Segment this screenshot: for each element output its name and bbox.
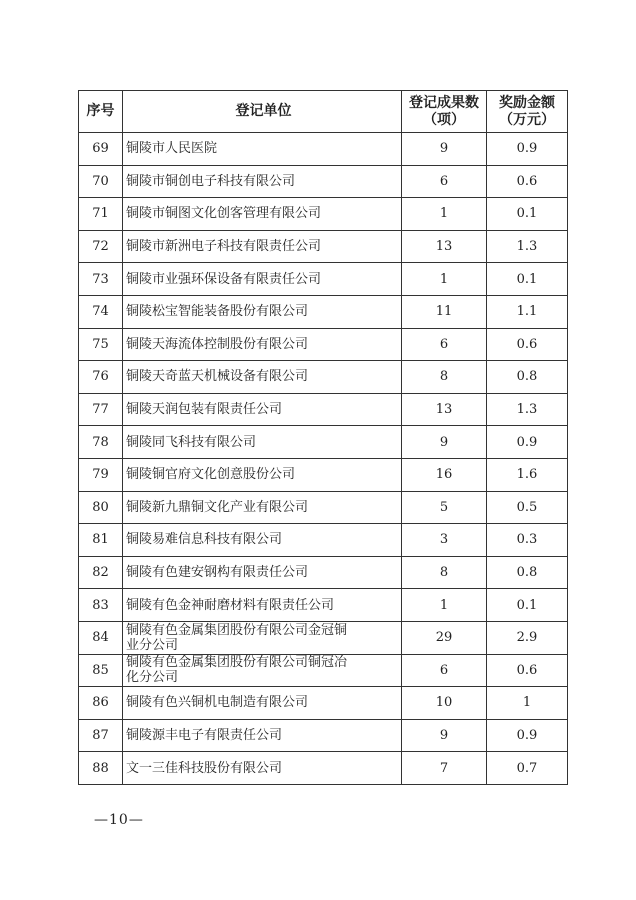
table-row <box>79 491 568 524</box>
cell-count: 13 <box>402 393 487 426</box>
cell-count: 11 <box>402 295 487 328</box>
table-row <box>79 263 568 296</box>
cell-count: 13 <box>402 230 487 263</box>
cell-unit: 文一三佳科技股份有限公司 <box>123 752 402 785</box>
cell-unit <box>123 621 402 654</box>
table-row <box>79 165 568 198</box>
cell-count: 29 <box>402 621 487 654</box>
cell-unit: 铜陵同飞科技有限公司 <box>123 426 402 459</box>
cell-no: 72 <box>79 230 123 263</box>
header-count-line1: 登记成果数 <box>409 94 479 111</box>
cell-amount: 0.1 <box>487 589 568 622</box>
cell-no: 74 <box>79 295 123 328</box>
table-row <box>79 589 568 622</box>
header-amount-line2: （万元） <box>499 111 555 128</box>
cell-amount: 0.9 <box>487 133 568 166</box>
cell-no: 82 <box>79 556 123 589</box>
cell-amount: 1 <box>487 687 568 720</box>
cell-count: 3 <box>402 524 487 557</box>
cell-unit: 铜陵有色金神耐磨材料有限责任公司 <box>123 589 402 622</box>
cell-unit: 铜陵天润包装有限责任公司 <box>123 393 402 426</box>
cell-count: 1 <box>402 198 487 231</box>
cell-count: 16 <box>402 458 487 491</box>
cell-no: 86 <box>79 687 123 720</box>
cell-no: 73 <box>79 263 123 296</box>
table-row <box>79 556 568 589</box>
cell-unit-line2: 化分公司 <box>126 670 179 686</box>
cell-unit: 铜陵市业强环保设备有限责任公司 <box>123 263 402 296</box>
cell-amount: 0.6 <box>487 165 568 198</box>
cell-count: 7 <box>402 752 487 785</box>
cell-no: 88 <box>79 752 123 785</box>
cell-amount: 1.1 <box>487 295 568 328</box>
cell-amount: 0.8 <box>487 361 568 394</box>
cell-no: 75 <box>79 328 123 361</box>
cell-no: 81 <box>79 524 123 557</box>
header-unit: 登记单位 <box>123 91 402 133</box>
cell-unit: 铜陵有色兴铜机电制造有限公司 <box>123 687 402 720</box>
cell-count: 8 <box>402 556 487 589</box>
cell-unit-line1: 铜陵有色金属集团股份有限公司铜冠冶 <box>126 655 348 671</box>
header-count <box>402 91 487 133</box>
cell-count: 9 <box>402 133 487 166</box>
cell-count: 5 <box>402 491 487 524</box>
cell-unit: 铜陵天奇蓝天机械设备有限公司 <box>123 361 402 394</box>
table-row <box>79 426 568 459</box>
cell-unit: 铜陵铜官府文化创意股份公司 <box>123 458 402 491</box>
cell-unit: 铜陵市新洲电子科技有限责任公司 <box>123 230 402 263</box>
cell-count: 6 <box>402 328 487 361</box>
page-number: —10— <box>94 812 144 828</box>
cell-amount: 0.1 <box>487 263 568 296</box>
header-count-line2: （项） <box>423 111 465 128</box>
table-row <box>79 133 568 166</box>
cell-unit: 铜陵市铜创电子科技有限公司 <box>123 165 402 198</box>
cell-no: 69 <box>79 133 123 166</box>
cell-unit: 铜陵易难信息科技有限公司 <box>123 524 402 557</box>
table-row <box>79 393 568 426</box>
table-row <box>79 752 568 785</box>
cell-amount: 2.9 <box>487 621 568 654</box>
header-amount <box>487 91 568 133</box>
cell-amount: 0.1 <box>487 198 568 231</box>
cell-unit: 铜陵市人民医院 <box>123 133 402 166</box>
cell-no: 84 <box>79 621 123 654</box>
table-row <box>79 621 568 654</box>
cell-amount: 0.7 <box>487 752 568 785</box>
cell-amount: 0.5 <box>487 491 568 524</box>
table-row <box>79 687 568 720</box>
cell-no: 77 <box>79 393 123 426</box>
table-row <box>79 361 568 394</box>
cell-unit: 铜陵市铜图文化创客管理有限公司 <box>123 198 402 231</box>
cell-count: 1 <box>402 589 487 622</box>
cell-unit-line2: 业分公司 <box>126 637 179 653</box>
header-amount-line1: 奖励金额 <box>499 94 555 111</box>
cell-amount: 0.6 <box>487 654 568 687</box>
cell-no: 71 <box>79 198 123 231</box>
cell-count: 8 <box>402 361 487 394</box>
cell-amount: 0.9 <box>487 719 568 752</box>
table-row <box>79 524 568 557</box>
cell-unit: 铜陵有色建安钢构有限责任公司 <box>123 556 402 589</box>
cell-no: 70 <box>79 165 123 198</box>
cell-amount: 0.8 <box>487 556 568 589</box>
award-table <box>78 90 568 785</box>
cell-no: 79 <box>79 458 123 491</box>
cell-count: 9 <box>402 426 487 459</box>
header-no: 序号 <box>79 91 123 133</box>
cell-count: 6 <box>402 654 487 687</box>
table-row <box>79 654 568 687</box>
cell-amount: 0.3 <box>487 524 568 557</box>
cell-unit: 铜陵新九鼎铜文化产业有限公司 <box>123 491 402 524</box>
cell-count: 10 <box>402 687 487 720</box>
table-header-row <box>79 91 568 133</box>
table-row <box>79 328 568 361</box>
table-row <box>79 719 568 752</box>
cell-no: 85 <box>79 654 123 687</box>
cell-no: 80 <box>79 491 123 524</box>
table-row <box>79 230 568 263</box>
cell-unit: 铜陵松宝智能装备股份有限公司 <box>123 295 402 328</box>
cell-no: 78 <box>79 426 123 459</box>
cell-unit: 铜陵天海流体控制股份有限公司 <box>123 328 402 361</box>
cell-amount: 0.9 <box>487 426 568 459</box>
table-row <box>79 458 568 491</box>
cell-amount: 1.3 <box>487 393 568 426</box>
cell-amount: 1.3 <box>487 230 568 263</box>
cell-no: 87 <box>79 719 123 752</box>
table-row <box>79 198 568 231</box>
cell-unit: 铜陵源丰电子有限责任公司 <box>123 719 402 752</box>
table-row <box>79 295 568 328</box>
cell-count: 9 <box>402 719 487 752</box>
cell-no: 83 <box>79 589 123 622</box>
cell-amount: 0.6 <box>487 328 568 361</box>
cell-amount: 1.6 <box>487 458 568 491</box>
cell-count: 1 <box>402 263 487 296</box>
cell-count: 6 <box>402 165 487 198</box>
cell-no: 76 <box>79 361 123 394</box>
cell-unit <box>123 654 402 687</box>
cell-unit-line1: 铜陵有色金属集团股份有限公司金冠铜 <box>126 622 348 638</box>
